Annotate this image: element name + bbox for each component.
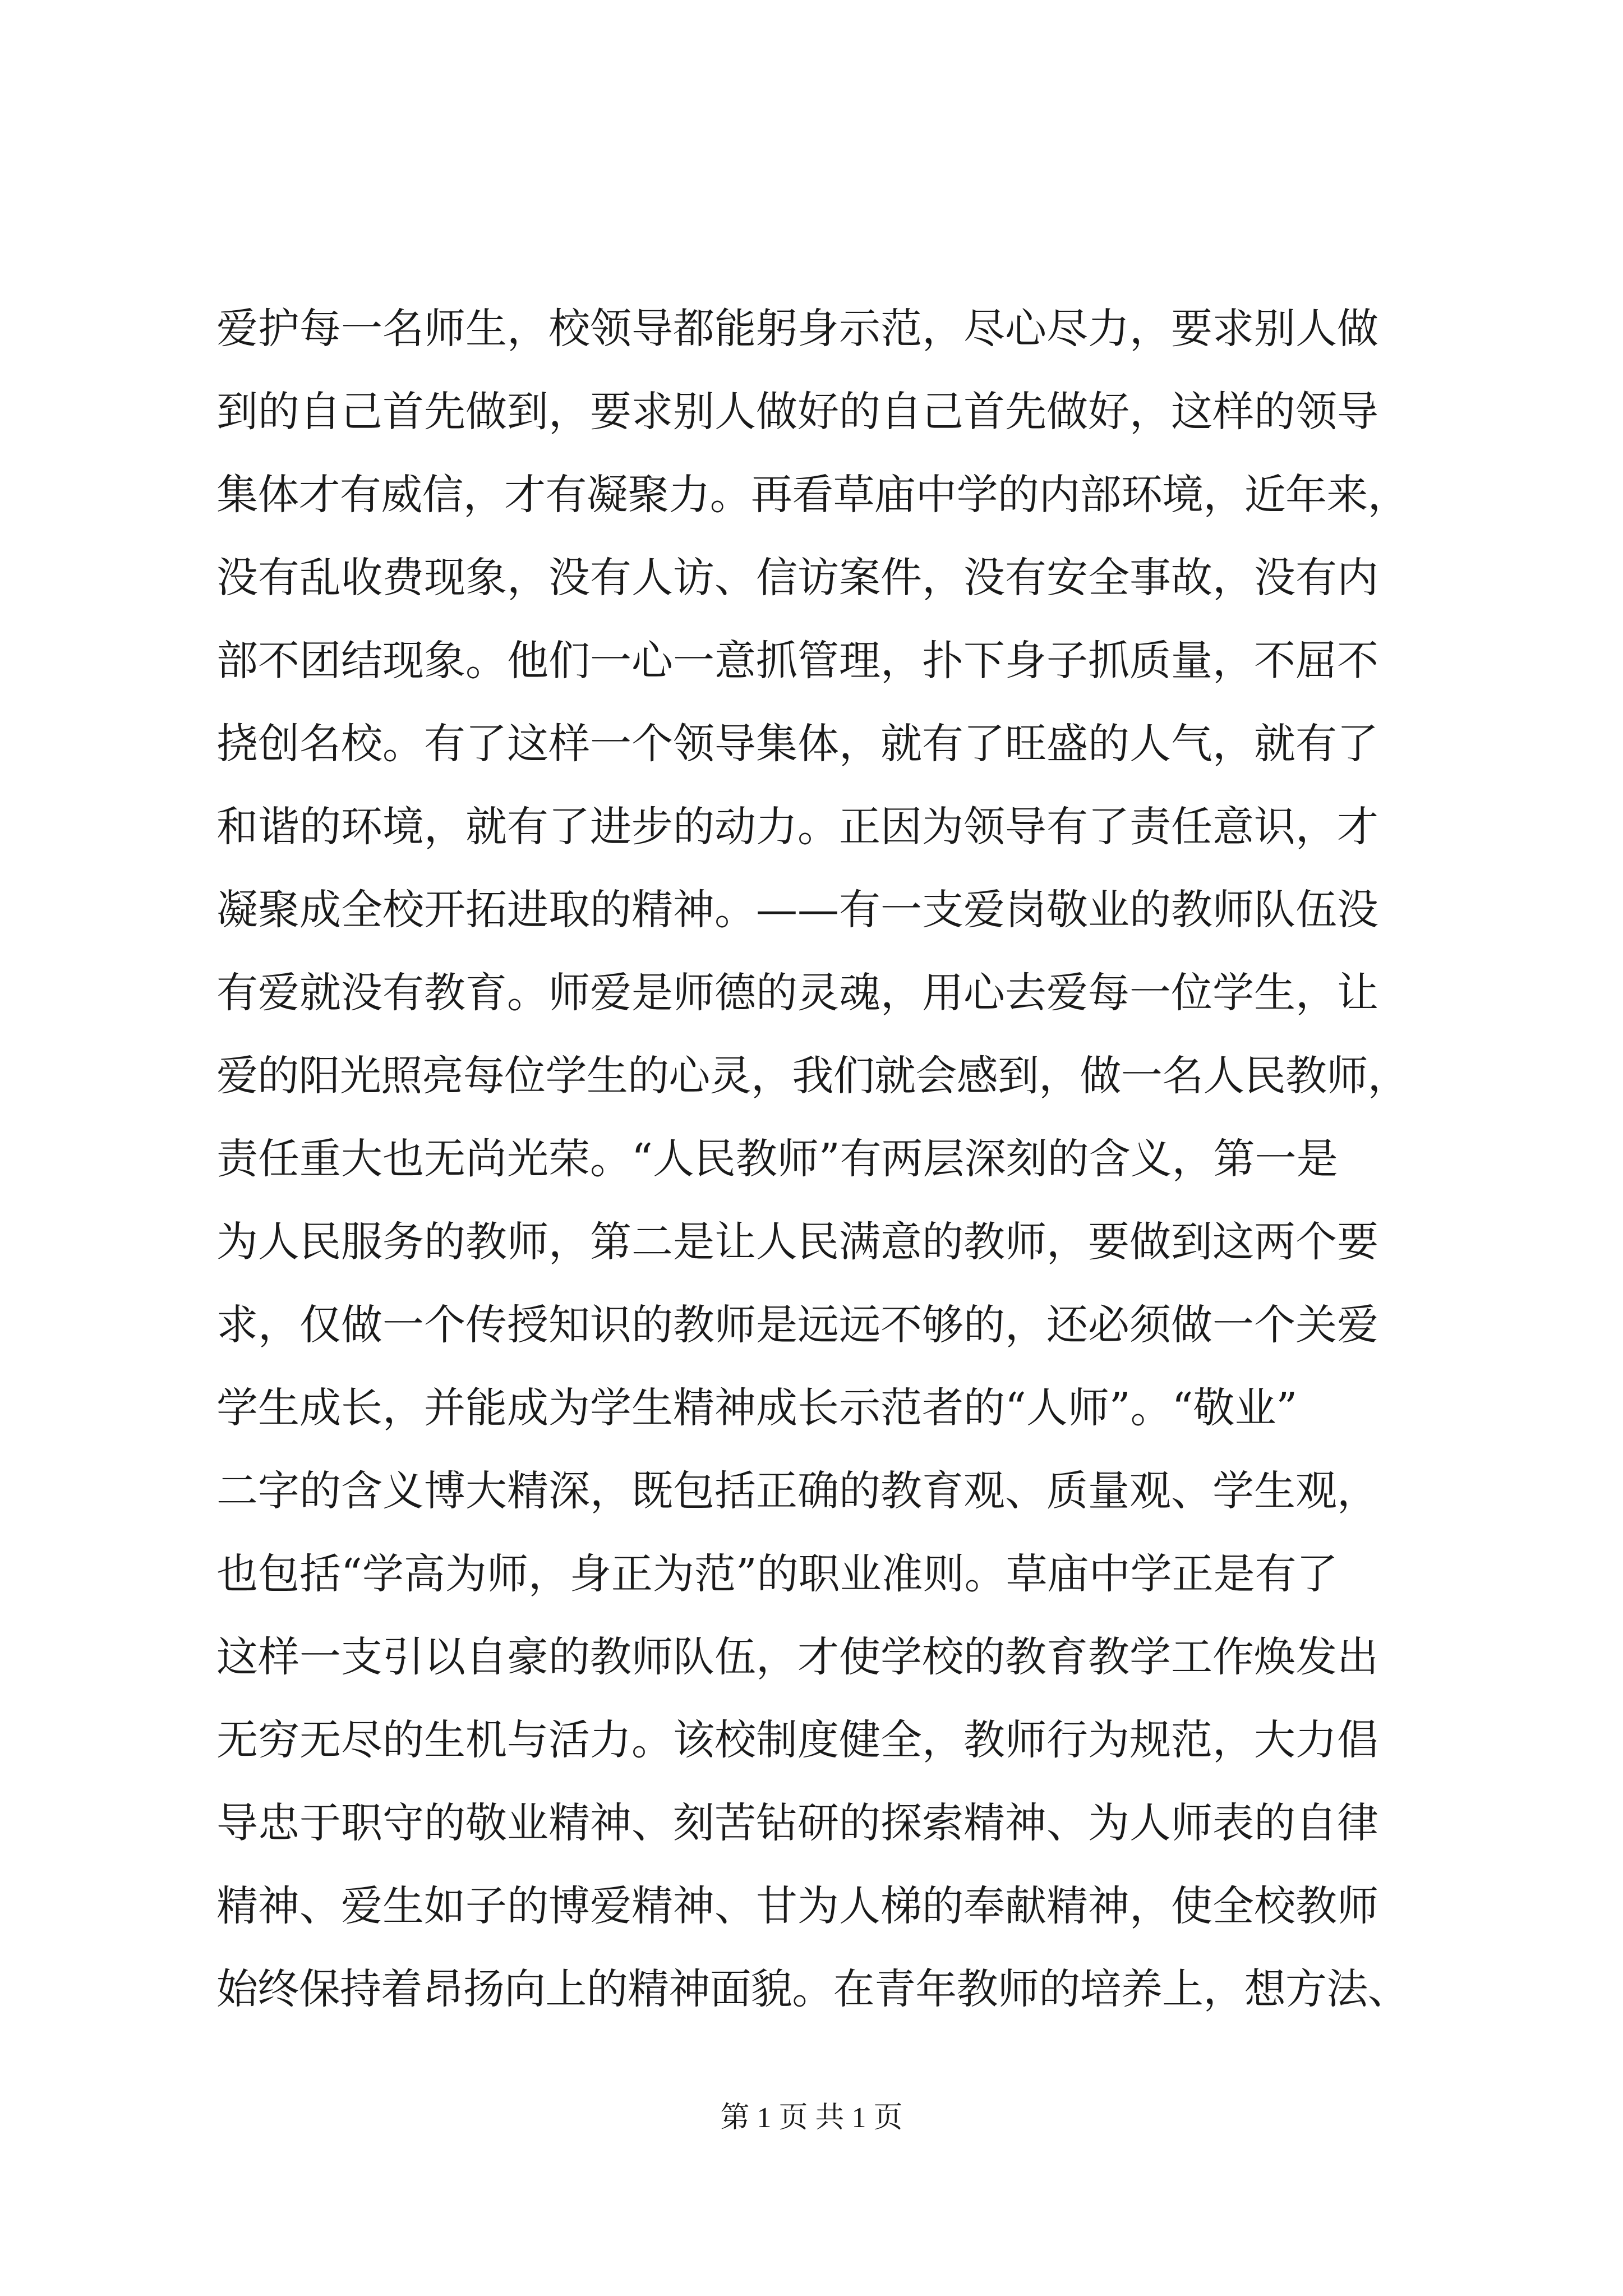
body-text [216, 287, 1409, 2031]
body-line: 挠创名校。有了这样一个领导集体，就有了旺盛的人气，就有了 [216, 720, 1378, 768]
body-line: 到的自己首先做到，要求别人做好的自己首先做好，这样的领导 [216, 388, 1378, 436]
body-line: 部不团结现象。他们一心一意抓管理，扑下身子抓质量，不屈不 [216, 637, 1378, 685]
body-line: 凝聚成全校开拓进取的精神。——有一支爱岗敬业的教师队伍没 [216, 886, 1378, 934]
body-line: 精神、爱生如子的博爱精神、甘为人梯的奉献精神，使全校教师 [216, 1882, 1378, 1930]
body-line: 爱的阳光照亮每位学生的心灵，我们就会感到，做一名人民教师， [216, 1052, 1409, 1100]
body-line: 没有乱收费现象，没有人访、信访案件，没有安全事故，没有内 [216, 554, 1378, 602]
body-line: 无穷无尽的生机与活力。该校制度健全，教师行为规范，大力倡 [216, 1716, 1378, 1764]
body-line: 二字的含义博大精深，既包括正确的教育观、质量观、学生观， [216, 1467, 1378, 1515]
body-line: 导忠于职守的敬业精神、刻苦钻研的探索精神、为人师表的自律 [216, 1799, 1378, 1847]
body-line: 也包括“学高为师，身正为范”的职业准则。草庙中学正是有了 [216, 1550, 1338, 1598]
body-line: 责任重大也无尚光荣。“人民教师”有两层深刻的含义，第一是 [216, 1135, 1338, 1183]
body-line: 有爱就没有教育。师爱是师德的灵魂，用心去爱每一位学生，让 [216, 969, 1378, 1017]
body-line: 集体才有威信，才有凝聚力。再看草庙中学的内部环境，近年来， [216, 471, 1409, 519]
body-line: 为人民服务的教师，第二是让人民满意的教师，要做到这两个要 [216, 1218, 1378, 1266]
body-line: 学生成长，并能成为学生精神成长示范者的“人师”。“敬业” [216, 1384, 1298, 1432]
body-line: 求，仅做一个传授知识的教师是远远不够的，还必须做一个关爱 [216, 1301, 1378, 1349]
page-footer: 第 1 页 共 1 页 [720, 2102, 903, 2134]
body-line: 始终保持着昂扬向上的精神面貌。在青年教师的培养上，想方法、 [216, 1965, 1409, 2013]
body-line: 这样一支引以自豪的教师队伍，才使学校的教育教学工作焕发出 [216, 1633, 1378, 1681]
body-line: 爱护每一名师生，校领导都能躬身示范，尽心尽力，要求别人做 [216, 305, 1378, 353]
body-line: 和谐的环境，就有了进步的动力。正因为领导有了责任意识，才 [216, 803, 1378, 851]
